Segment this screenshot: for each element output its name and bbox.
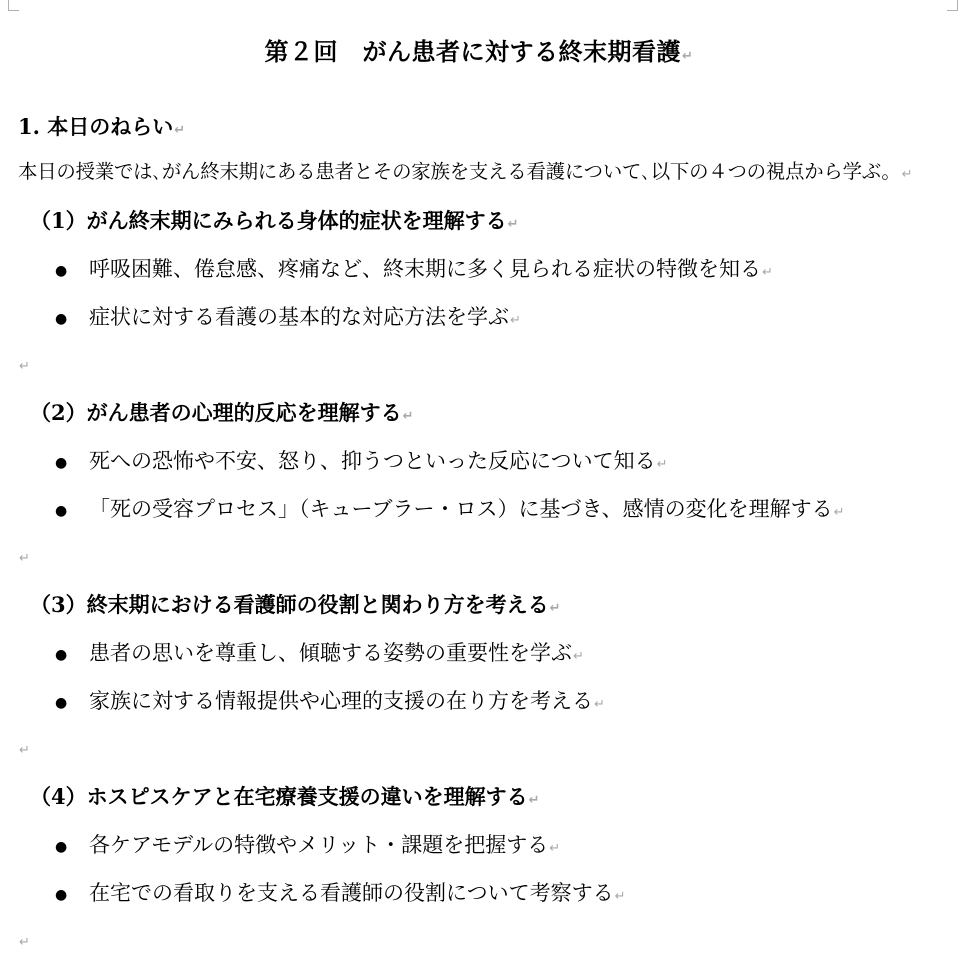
bullet-item [55,835,560,856]
bullet-item-text: 呼吸困難、倦怠感、疼痛など、終末期に多く見られる症状の特徴を知る [89,257,761,281]
heading-objectives [18,116,185,137]
bullet-item [55,307,521,328]
paragraph-mark-icon: ↵ [174,123,186,138]
paragraph-mark-icon: ↵ [507,217,519,232]
paragraph-mark-icon: ↵ [682,49,694,64]
empty-paragraph [18,357,30,373]
paragraph-mark-icon: ↵ [19,743,30,758]
bullet-item [55,643,584,664]
section-heading-text: （1）がん終末期にみられる身体的症状を理解する [30,208,507,233]
bullet-item-text: 各ケアモデルの特徴やメリット・課題を把握する [89,833,549,857]
paragraph-mark-icon: ↵ [19,551,30,566]
bullet-item [55,691,605,712]
paragraph-mark-icon: ↵ [656,457,668,472]
bullet-item [55,259,773,280]
paragraph-mark-icon: ↵ [573,649,584,664]
page-corner-mark-right [947,0,958,11]
bullet-dot-icon: ● [55,262,68,279]
bullet-dot-icon: ● [55,310,68,327]
section-heading-3 [30,594,561,615]
bullet-item [55,883,625,904]
bullet-item-text: 「死の受容プロセス」（キューブラー・ロス）に基づき、感情の変化を理解する [89,497,833,521]
paragraph-mark-icon: ↵ [19,935,30,950]
section-heading-text: （2）がん患者の心理的反応を理解する [30,400,402,425]
bullet-item-text: 死への恐怖や不安、怒り、抑うつといった反応について知る [89,449,656,473]
section-heading-1 [30,210,519,231]
paragraph-mark-icon: ↵ [833,505,845,520]
paragraph-mark-icon: ↵ [549,841,561,856]
section-heading-2 [30,402,414,423]
paragraph-mark-icon: ↵ [901,167,913,182]
paragraph-mark-icon: ↵ [594,697,605,712]
bullet-item [55,451,667,472]
paragraph-mark-icon: ↵ [549,601,561,616]
document-title-text: 第２回 がん患者に対する終末期看護 [264,37,682,66]
bullet-dot-icon: ● [55,838,68,855]
intro-paragraph-text: 本日の授業では､がん終末期にある患者とその家族を支える看護について､以下の４つの視点から学ぶ。 [18,160,901,183]
paragraph-mark-icon: ↵ [762,265,773,280]
bullet-item [55,499,845,520]
paragraph-mark-icon: ↵ [614,889,626,904]
heading-objectives-text: 1. 本日のねらい [18,114,174,139]
document-title [0,37,958,66]
empty-paragraph [18,933,30,949]
bullet-dot-icon: ● [55,502,68,519]
empty-paragraph [18,549,30,565]
bullet-item-text: 家族に対する情報提供や心理的支援の在り方を考える [89,689,593,713]
section-heading-4 [30,786,540,807]
bullet-dot-icon: ● [55,694,68,711]
bullet-dot-icon: ● [55,886,68,903]
paragraph-mark-icon: ↵ [510,313,521,328]
bullet-item-text: 在宅での看取りを支える看護師の役割について考察する [89,881,614,905]
paragraph-mark-icon: ↵ [402,409,414,424]
intro-paragraph [18,162,912,181]
bullet-item-text: 症状に対する看護の基本的な対応方法を学ぶ [89,305,509,329]
bullet-dot-icon: ● [55,646,68,663]
empty-paragraph [18,741,30,757]
paragraph-mark-icon: ↵ [19,359,30,374]
section-heading-text: （3）終末期における看護師の役割と関わり方を考える [30,592,549,617]
page-corner-mark-left [8,0,19,11]
bullet-dot-icon: ● [55,454,68,471]
section-heading-text: （4）ホスピスケアと在宅療養支援の違いを理解する [30,784,528,809]
bullet-item-text: 患者の思いを尊重し、傾聴する姿勢の重要性を学ぶ [89,641,572,665]
paragraph-mark-icon: ↵ [528,793,540,808]
